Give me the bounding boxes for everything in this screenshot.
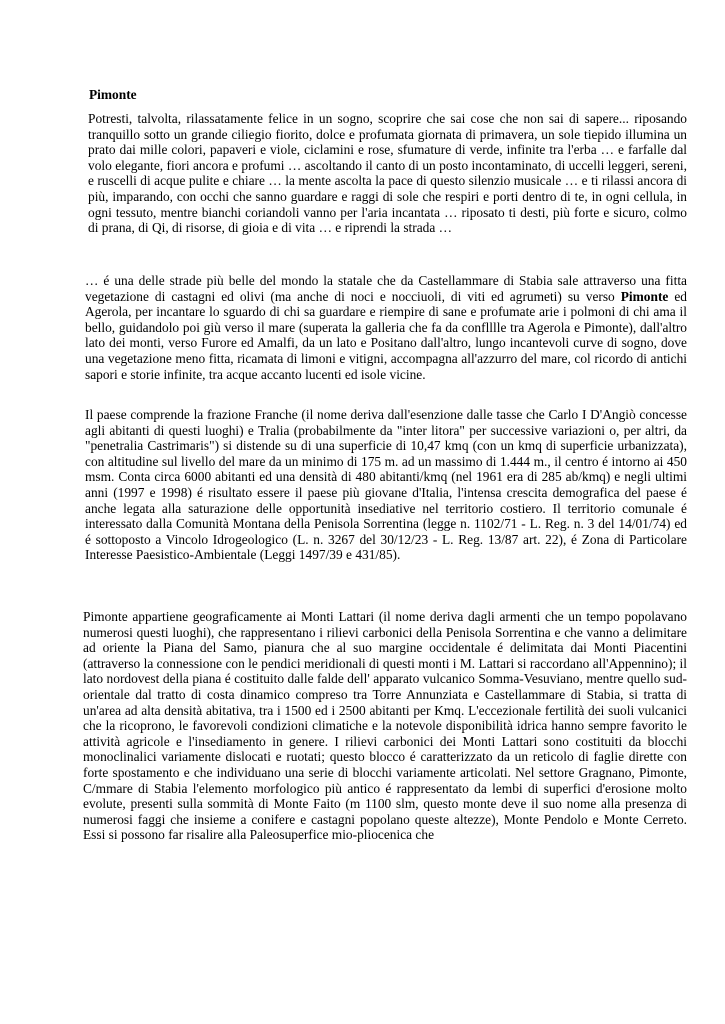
paragraph-road-text-start: … é una delle strade più belle del mondo la statale che da Castellammare di Stabia sale attraverso una fitta vegetazione di castagni ed olivi (ma anche di noci e nocciuoli, di viti ed agrumeti) su verso [85,273,687,304]
document-title: Pimonte [89,87,137,102]
paragraph-town-geography: Il paese comprende la frazione Franche (il nome deriva dall'esenzione dalle tasse che Carlo I D'Angiò concesse agli abitanti di questi luoghi) e Tralia (probabilmente da "inter litora" per successive variazioni o, per altri, da "penetralia Castrimaris") si distende su di una superficie di 10,47 kmq (con un kmq di superficie urbanizzata), con altitudine sul livello del mare da un minimo di 175 m. ad un massimo di 1.444 m., il centro é intorno ai 450 msm. [85,407,687,485]
paragraph-road-text-end: ed Agerola, per incantare lo sguardo di chi sa guardare e riempire di sane e profumate arie i polmoni di chi ama il bello, guidandolo poi giù verso il mare (superata la galleria che fa da conflllle tra Agerola e Pimonte), dall'altro lato dei monti, verso Furore ed Amalfi, da un lato e Positano dall'altro, lungo incantevoli curve di sogno, dove una vegetazione meno fitta, ricamata di limoni e vitigni, accompagna all'azzurro del mare, col ricordo di antichi sapori e storie infinite, tra acque accanto lucenti ed isole vicine. [85,288,687,382]
paragraph-geology: Pimonte appartiene geograficamente ai Monti Lattari (il nome deriva dagli armenti che un tempo popolavano numerosi questi luoghi), che rappresentano i rilievi carbonici della Penisola Sorrentina e che vanno a delimitare ad oriente la Piana del Samo, pianura che al suo margine occidentale é delimitata dai Monti Piacentini (attraverso la connessione con le pendici meridionali di questi monti i M. Lattari si raccordano all'Appennino); il lato nordovest della piana é costituito dalle falde dell' apparato vulcanico Somma-Vesuviano, mentre quello sud-orientale dal tratto di costa dinamico compreso tra Torre Annunziata e Castellammare di Stabia, si tratta di un'area ad alta densità abitativa, tra i 1500 ed i 2500 abitanti per Kmq. L'eccezionale fertilità dei suoli vulcanici che la ricoprono, le favorevoli condizioni climatiche e la notevole disponibilità idrica hanno sempre favorito le attività agricole e l'insediamento in genere. I rilievi carbonici dei Monti Lattari sono costituiti da blocchi monoclinalici variamente dislocati e ruotati; questo blocco é caratterizzato da un reticolo di faglie dirette con forte spostamento e che individuano una serie di blocchi variamente articolati. Nel settore Gragnano, Pimonte, C/mmare di Stabia l'elemento morfologico più antico é rappresentato da lembi di superfici d'erosione molto evolute, presenti sulla sommità di Monte Faito (m 1100 slm, questo monte deve il suo nome alla presenza di numerosi faggi che insieme a conifere e castagni popolano queste altezze), Monte Pendolo e Monte Cerreto. Essi si possono far risalire alla Paleosuperfice mio-pliocenica che [83,609,687,843]
paragraph-dream: Potresti, talvolta, rilassatamente felice in un sogno, scoprire che sai cose che non sai di sapere... riposando tranquillo sotto un grande ciliegio fiorito, dolce e profumata giornata di primavera, un sole tiepido illumina un prato dai mille colori, papaveri e viole, ciclamini e rose, sfumature di verde, infinite tra l'erba … e farfalle dal volo elegante, fiori ancora e profumi … ascoltando il canto di un posto incontaminato, di uccelli leggeri, sereni, e ruscelli di acque pulite e chiare … la mente ascolta la pace di questo silenzio musicale … e ti rilassi ancora di più, imparando, con occhi che sanno guardare e raggi di sole che respiri e porti dentro di te, in ogni cellula, in ogni tessuto, mentre bianchi coriandoli vanno per l'aria incantata … riposato ti desti, più forte e sicuro, colmo di prana, di Qi, di risorse, di gioia e di vita … e riprendi la strada … [88,111,687,236]
paragraph-town-territory: Il territorio comunale é interessato dalla Comunità Montana della Penisola Sorrentina (legge n. 1102/71 - L. Reg. n. 3 del 14/01/74) ed é sottoposto a Vincolo Idrogeologico (L. n. 3267 del 30/12/23 - L. Reg. 13/87 art. 22), é Zona di Particolare Interesse Paesistico-Ambientale (Leggi 1497/39 e 431/85). [85,500,687,563]
paragraph-road [85,273,687,382]
paragraph-road-bold-name: Pimonte [620,288,669,304]
paragraph-town-population: Conta circa 6000 abitanti ed una densità di 480 abitanti/kmq (nel 1961 era di 285 ab/kmq) e negli ultimi anni (1997 e 1998) é risultato essere il paese più giovane d'Italia, l'intensa crescita demografica del paese é anche legata alla saturazione delle opportunità insediative nel territorio costiero. [85,469,687,516]
paragraph-town [85,407,687,563]
